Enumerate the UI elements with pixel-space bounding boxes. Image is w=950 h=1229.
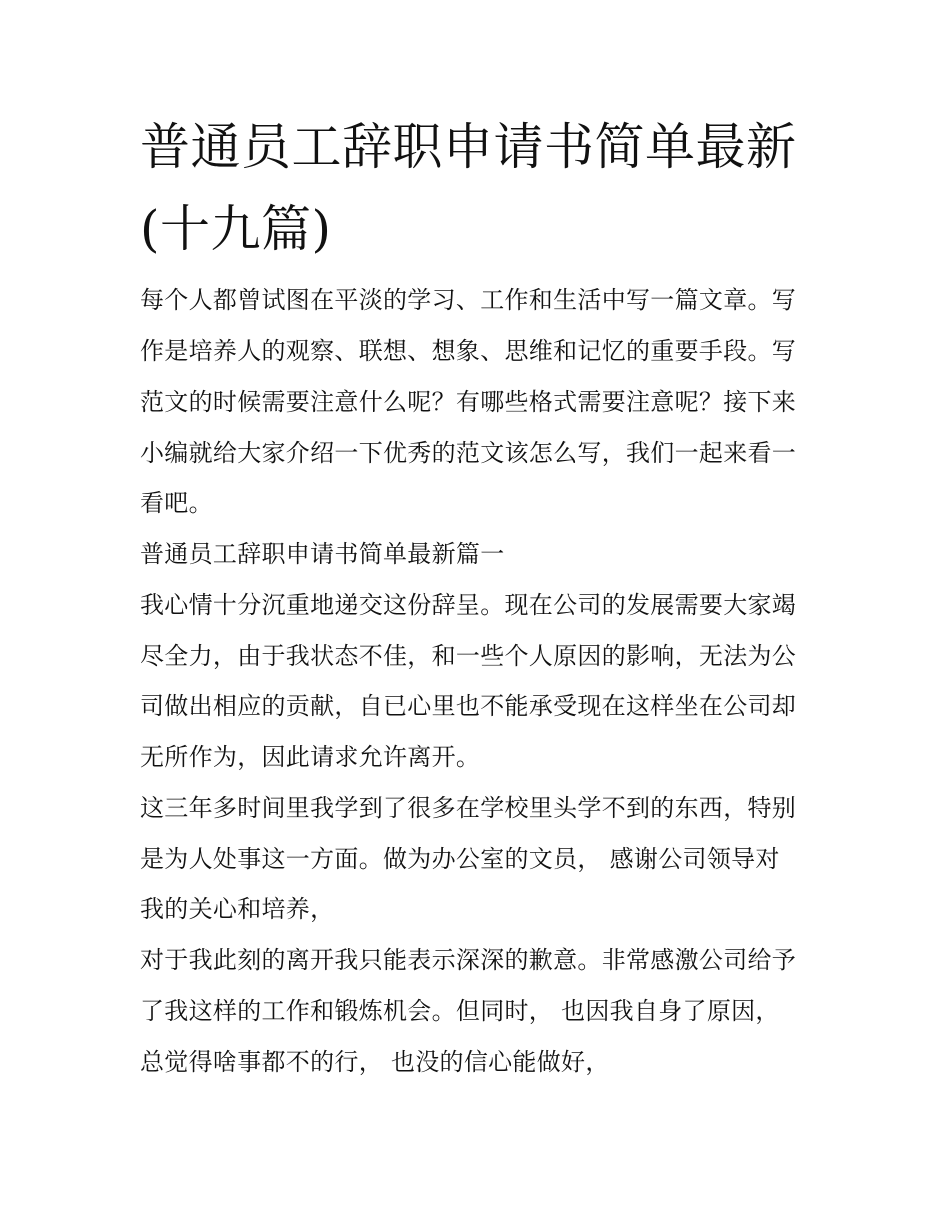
document-title-line-2: (十九篇) (140, 200, 332, 258)
body-line: 作是培养人的观察、联想、想象、思维和记忆的重要手段。写 (140, 337, 797, 365)
body-line: 尽全力，由于我状态不佳，和一些个人原因的影响，无法为公 (140, 642, 797, 670)
body-line: 司做出相应的贡献，自已心里也不能承受现在这样坐在公司却 (140, 692, 797, 720)
body-line: 我的关心和培养， (140, 895, 335, 923)
body-line: 无所作为，因此请求允许离开。 (140, 743, 481, 771)
body-line: 是为人处事这一方面。做为办公室的文员， 感谢公司领导对 (140, 845, 780, 873)
body-line: 这三年多时间里我学到了很多在学校里头学不到的东西，特别 (140, 794, 797, 822)
section-heading: 普通员工辞职申请书简单最新篇一 (140, 540, 505, 568)
body-line: 看吧。 (140, 489, 213, 517)
body-line: 范文的时候需要注意什么呢？有哪些格式需要注意呢？接下来 (140, 388, 797, 416)
document-title-line-1: 普通员工辞职申请书简单最新 (140, 118, 797, 176)
body-line: 了我这样的工作和锻炼机会。但同时， 也因我自身了原因， (140, 997, 780, 1025)
body-line: 我心情十分沉重地递交这份辞呈。现在公司的发展需要大家竭 (140, 591, 797, 619)
body-line: 对于我此刻的离开我只能表示深深的歉意。非常感激公司给予 (140, 946, 797, 974)
body-line: 总觉得啥事都不的行， 也没的信心能做好， (140, 1048, 610, 1076)
body-line: 每个人都曾试图在平淡的学习、工作和生活中写一篇文章。写 (140, 286, 797, 314)
body-line: 小编就给大家介绍一下优秀的范文该怎么写，我们一起来看一 (140, 439, 797, 467)
